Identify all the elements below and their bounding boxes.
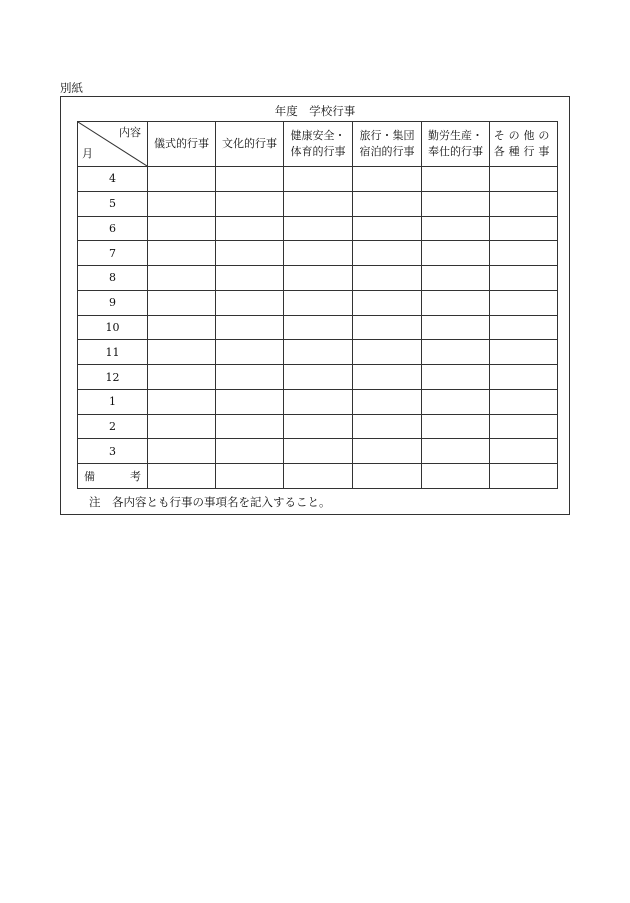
entry-cell[interactable] bbox=[490, 191, 558, 216]
table-row bbox=[78, 389, 558, 414]
entry-cell[interactable] bbox=[216, 290, 284, 315]
entry-cell[interactable] bbox=[422, 266, 490, 291]
month-cell: 9 bbox=[78, 290, 148, 315]
entry-cell[interactable] bbox=[353, 340, 422, 365]
entry-cell[interactable] bbox=[284, 266, 353, 291]
table-row bbox=[78, 266, 558, 291]
table-row bbox=[78, 414, 558, 439]
corner-content-label: 内容 bbox=[119, 126, 141, 139]
column-header-travel-lodging: 旅行・集団 宿泊的行事 bbox=[353, 122, 422, 167]
remarks-label-cell bbox=[78, 464, 148, 489]
month-cell: 11 bbox=[78, 340, 148, 365]
entry-cell[interactable] bbox=[490, 340, 558, 365]
school-events-table bbox=[77, 121, 558, 489]
entry-cell[interactable] bbox=[148, 216, 216, 241]
entry-cell[interactable] bbox=[490, 266, 558, 291]
entry-cell[interactable] bbox=[353, 216, 422, 241]
entry-cell[interactable] bbox=[216, 191, 284, 216]
entry-cell[interactable] bbox=[422, 191, 490, 216]
month-cell: 6 bbox=[78, 216, 148, 241]
entry-cell[interactable] bbox=[284, 439, 353, 464]
entry-cell[interactable] bbox=[216, 414, 284, 439]
month-cell: 10 bbox=[78, 315, 148, 340]
entry-cell[interactable] bbox=[284, 315, 353, 340]
table-row bbox=[78, 241, 558, 266]
entry-cell[interactable] bbox=[422, 340, 490, 365]
entry-cell[interactable] bbox=[148, 191, 216, 216]
entry-cell[interactable] bbox=[284, 191, 353, 216]
remarks-cell[interactable] bbox=[216, 464, 284, 489]
entry-cell[interactable] bbox=[284, 365, 353, 390]
entry-cell[interactable] bbox=[353, 167, 422, 192]
entry-cell[interactable] bbox=[422, 439, 490, 464]
table-row bbox=[78, 290, 558, 315]
table-row bbox=[78, 191, 558, 216]
table-row bbox=[78, 439, 558, 464]
entry-cell[interactable] bbox=[284, 167, 353, 192]
entry-cell[interactable] bbox=[353, 414, 422, 439]
entry-cell[interactable] bbox=[422, 365, 490, 390]
remarks-label-right: 考 bbox=[130, 470, 141, 484]
entry-cell[interactable] bbox=[148, 241, 216, 266]
entry-cell[interactable] bbox=[284, 389, 353, 414]
column-header-ceremonial: 儀式的行事 bbox=[148, 122, 216, 167]
entry-cell[interactable] bbox=[490, 439, 558, 464]
remarks-cell[interactable] bbox=[148, 464, 216, 489]
entry-cell[interactable] bbox=[353, 266, 422, 291]
month-cell: 5 bbox=[78, 191, 148, 216]
entry-cell[interactable] bbox=[353, 315, 422, 340]
entry-cell[interactable] bbox=[284, 241, 353, 266]
header-row bbox=[78, 122, 558, 167]
entry-cell[interactable] bbox=[148, 365, 216, 390]
entry-cell[interactable] bbox=[284, 340, 353, 365]
entry-cell[interactable] bbox=[216, 389, 284, 414]
entry-cell[interactable] bbox=[216, 241, 284, 266]
remarks-cell[interactable] bbox=[353, 464, 422, 489]
entry-cell[interactable] bbox=[490, 241, 558, 266]
entry-cell[interactable] bbox=[148, 167, 216, 192]
entry-cell[interactable] bbox=[284, 290, 353, 315]
document-label: 別紙 bbox=[60, 81, 83, 95]
entry-cell[interactable] bbox=[216, 167, 284, 192]
entry-cell[interactable] bbox=[422, 315, 490, 340]
corner-cell bbox=[78, 122, 148, 167]
form-title: 年度 学校行事 bbox=[274, 104, 356, 118]
month-cell: 3 bbox=[78, 439, 148, 464]
corner-month-label: 月 bbox=[82, 147, 93, 160]
entry-cell[interactable] bbox=[284, 216, 353, 241]
column-header-other: その他の 各種行事 bbox=[490, 122, 558, 167]
entry-cell[interactable] bbox=[353, 365, 422, 390]
entry-cell[interactable] bbox=[353, 290, 422, 315]
month-cell: 2 bbox=[78, 414, 148, 439]
month-cell: 7 bbox=[78, 241, 148, 266]
entry-cell[interactable] bbox=[216, 365, 284, 390]
entry-cell[interactable] bbox=[284, 414, 353, 439]
footnote: 注 各内容とも行事の事項名を記入すること。 bbox=[89, 495, 331, 509]
column-header-labor-service: 勤労生産・ 奉仕的行事 bbox=[422, 122, 490, 167]
entry-cell[interactable] bbox=[490, 315, 558, 340]
remarks-cell[interactable] bbox=[422, 464, 490, 489]
entry-cell[interactable] bbox=[490, 414, 558, 439]
entry-cell[interactable] bbox=[148, 266, 216, 291]
entry-cell[interactable] bbox=[422, 241, 490, 266]
schedule-form bbox=[60, 96, 570, 515]
table-row bbox=[78, 315, 558, 340]
entry-cell[interactable] bbox=[148, 340, 216, 365]
entry-cell[interactable] bbox=[353, 439, 422, 464]
entry-cell[interactable] bbox=[422, 216, 490, 241]
entry-cell[interactable] bbox=[148, 290, 216, 315]
entry-cell[interactable] bbox=[490, 365, 558, 390]
month-cell: 8 bbox=[78, 266, 148, 291]
entry-cell[interactable] bbox=[353, 191, 422, 216]
month-cell: 1 bbox=[78, 389, 148, 414]
month-cell: 4 bbox=[78, 167, 148, 192]
table-row bbox=[78, 340, 558, 365]
table-row bbox=[78, 216, 558, 241]
entry-cell[interactable] bbox=[216, 216, 284, 241]
table-row bbox=[78, 167, 558, 192]
remarks-row bbox=[78, 464, 558, 489]
entry-cell[interactable] bbox=[353, 241, 422, 266]
entry-cell[interactable] bbox=[216, 340, 284, 365]
column-header-cultural: 文化的行事 bbox=[216, 122, 284, 167]
entry-cell[interactable] bbox=[490, 167, 558, 192]
entry-cell[interactable] bbox=[422, 290, 490, 315]
entry-cell[interactable] bbox=[148, 389, 216, 414]
entry-cell[interactable] bbox=[216, 439, 284, 464]
entry-cell[interactable] bbox=[216, 266, 284, 291]
entry-cell[interactable] bbox=[422, 167, 490, 192]
entry-cell[interactable] bbox=[422, 389, 490, 414]
column-header-health-athletic: 健康安全・ 体育的行事 bbox=[284, 122, 353, 167]
entry-cell[interactable] bbox=[490, 290, 558, 315]
remarks-cell[interactable] bbox=[490, 464, 558, 489]
entry-cell[interactable] bbox=[148, 315, 216, 340]
entry-cell[interactable] bbox=[216, 315, 284, 340]
month-cell: 12 bbox=[78, 365, 148, 390]
entry-cell[interactable] bbox=[422, 414, 490, 439]
entry-cell[interactable] bbox=[148, 439, 216, 464]
entry-cell[interactable] bbox=[353, 389, 422, 414]
table-row bbox=[78, 365, 558, 390]
remarks-label-left: 備 bbox=[84, 470, 95, 484]
entry-cell[interactable] bbox=[490, 216, 558, 241]
entry-cell[interactable] bbox=[490, 389, 558, 414]
entry-cell[interactable] bbox=[148, 414, 216, 439]
remarks-cell[interactable] bbox=[284, 464, 353, 489]
